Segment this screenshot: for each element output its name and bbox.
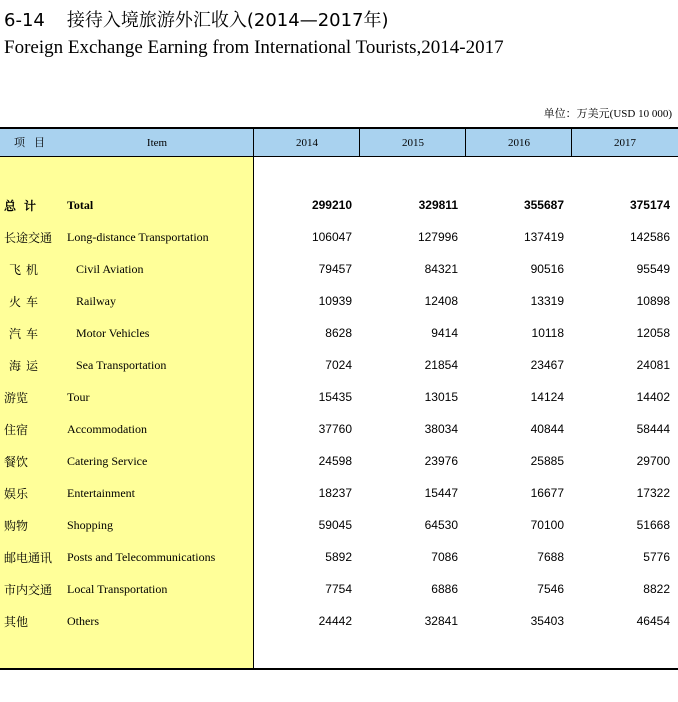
row-value-2017: 95549 xyxy=(636,262,670,276)
row-value-2016: 23467 xyxy=(530,358,564,372)
row-value-2014: 37760 xyxy=(318,422,352,436)
row-value-2015: 7086 xyxy=(431,550,458,564)
row-value-2015: 127996 xyxy=(417,230,458,244)
row-label-en: Catering Service xyxy=(67,454,148,468)
row-value-2016: 13319 xyxy=(530,294,564,308)
table-row xyxy=(0,485,678,517)
row-label-cn: 住宿 xyxy=(4,423,29,437)
table-row xyxy=(0,261,678,293)
row-label-cn: 市内交通 xyxy=(4,583,53,597)
row-label-cn: 游览 xyxy=(4,391,29,405)
row-value-2014: 79457 xyxy=(318,262,352,276)
row-value-2016: 14124 xyxy=(530,390,564,404)
table-number: 6-14 xyxy=(4,10,45,31)
header-year-2015: 2015 xyxy=(359,129,466,157)
row-value-2016: 70100 xyxy=(530,518,564,532)
row-value-2014: 5892 xyxy=(325,550,352,564)
header-year-2017: 2017 xyxy=(571,129,678,157)
row-value-2017: 12058 xyxy=(636,326,670,340)
table-row xyxy=(0,581,678,613)
unit-note xyxy=(544,105,672,121)
row-value-2014: 8628 xyxy=(325,326,352,340)
row-value-2017: 375174 xyxy=(629,198,670,212)
row-value-2014: 299210 xyxy=(311,198,352,212)
row-value-2016: 16677 xyxy=(530,486,564,500)
table-title-cn xyxy=(4,6,389,32)
table-bottom-rule xyxy=(0,668,678,670)
row-value-2014: 10939 xyxy=(318,294,352,308)
row-label-cn: 长途交通 xyxy=(4,231,53,245)
row-label-cn: 餐饮 xyxy=(4,455,29,469)
row-value-2016: 137419 xyxy=(523,230,564,244)
row-value-2017: 142586 xyxy=(629,230,670,244)
row-value-2014: 24442 xyxy=(318,614,352,628)
header-year-2014: 2014 xyxy=(253,129,360,157)
row-label-en: Total xyxy=(67,198,94,212)
row-value-2014: 7024 xyxy=(325,358,352,372)
row-value-2015: 38034 xyxy=(424,422,458,436)
row-label-en: Others xyxy=(67,614,99,628)
row-label-en: Sea Transportation xyxy=(76,358,167,372)
row-value-2014: 18237 xyxy=(318,486,352,500)
row-label-cn: 海运 xyxy=(9,359,44,373)
row-label-en: Posts and Telecommunications xyxy=(67,550,216,564)
unit-en: (USD 10 000) xyxy=(609,108,672,120)
row-value-2015: 9414 xyxy=(431,326,458,340)
row-label-cn: 其他 xyxy=(4,615,29,629)
row-value-2016: 10118 xyxy=(531,326,564,340)
row-label-en: Railway xyxy=(76,294,116,308)
row-label-cn: 总计 xyxy=(4,199,45,213)
unit-cn: 单位：万美元 xyxy=(543,108,610,120)
row-label-en: Motor Vehicles xyxy=(76,326,150,340)
row-value-2017: 51668 xyxy=(636,518,670,532)
row-value-2015: 21854 xyxy=(424,358,458,372)
row-value-2015: 15447 xyxy=(424,486,458,500)
row-value-2017: 58444 xyxy=(636,422,670,436)
row-value-2017: 17322 xyxy=(636,486,670,500)
table-row xyxy=(0,325,678,357)
table-row xyxy=(0,421,678,453)
row-value-2016: 40844 xyxy=(530,422,564,436)
row-value-2017: 14402 xyxy=(636,390,670,404)
row-label-cn: 火车 xyxy=(9,295,44,309)
row-value-2017: 46454 xyxy=(636,614,670,628)
table-row xyxy=(0,453,678,485)
table-header xyxy=(0,127,678,157)
row-value-2014: 106047 xyxy=(311,230,352,244)
table-row xyxy=(0,229,678,261)
row-value-2014: 59045 xyxy=(318,518,352,532)
row-value-2016: 355687 xyxy=(523,198,564,212)
row-label-en: Local Transportation xyxy=(67,582,168,596)
row-label-cn: 邮电通讯 xyxy=(4,551,53,565)
row-value-2016: 90516 xyxy=(530,262,564,276)
row-value-2016: 7546 xyxy=(537,582,564,596)
row-value-2014: 15435 xyxy=(318,390,352,404)
title-cn-text: 接待入境旅游外汇收入(2014—2017年) xyxy=(66,10,389,31)
row-value-2016: 35403 xyxy=(530,614,564,628)
table-row xyxy=(0,517,678,549)
row-label-cn: 汽车 xyxy=(9,327,44,341)
row-value-2015: 329811 xyxy=(418,198,458,212)
row-value-2017: 10898 xyxy=(636,294,670,308)
row-value-2017: 5776 xyxy=(643,550,670,564)
row-label-en: Tour xyxy=(67,390,90,404)
header-year-2016: 2016 xyxy=(465,129,572,157)
row-label-en: Long-distance Transportation xyxy=(67,230,209,244)
row-value-2015: 12408 xyxy=(424,294,458,308)
row-value-2015: 23976 xyxy=(424,454,458,468)
table-row xyxy=(0,549,678,581)
row-value-2015: 84321 xyxy=(424,262,458,276)
row-value-2015: 32841 xyxy=(424,614,458,628)
table-row xyxy=(0,293,678,325)
header-item-cn: 项目 xyxy=(14,136,54,149)
row-label-en: Civil Aviation xyxy=(76,262,144,276)
table-row xyxy=(0,197,678,229)
table-title-en: Foreign Exchange Earning from International Tourists,2014-2017 xyxy=(4,37,504,58)
row-value-2017: 8822 xyxy=(643,582,670,596)
table-row xyxy=(0,357,678,389)
row-label-cn: 娱乐 xyxy=(4,487,29,501)
row-label-cn: 购物 xyxy=(4,519,29,533)
row-label-en: Entertainment xyxy=(67,486,135,500)
row-value-2014: 24598 xyxy=(318,454,352,468)
row-label-en: Accommodation xyxy=(67,422,147,436)
row-value-2015: 13015 xyxy=(424,390,458,404)
row-value-2014: 7754 xyxy=(325,582,352,596)
row-label-en: Shopping xyxy=(67,518,114,532)
row-value-2017: 29700 xyxy=(636,454,670,468)
table-row xyxy=(0,613,678,645)
row-value-2015: 64530 xyxy=(424,518,458,532)
table-row xyxy=(0,389,678,421)
row-value-2015: 6886 xyxy=(431,582,458,596)
row-label-cn: 飞机 xyxy=(9,263,44,277)
row-value-2017: 24081 xyxy=(636,358,670,372)
row-value-2016: 7688 xyxy=(537,550,564,564)
row-value-2016: 25885 xyxy=(530,454,564,468)
header-item-en: Item xyxy=(146,137,168,149)
